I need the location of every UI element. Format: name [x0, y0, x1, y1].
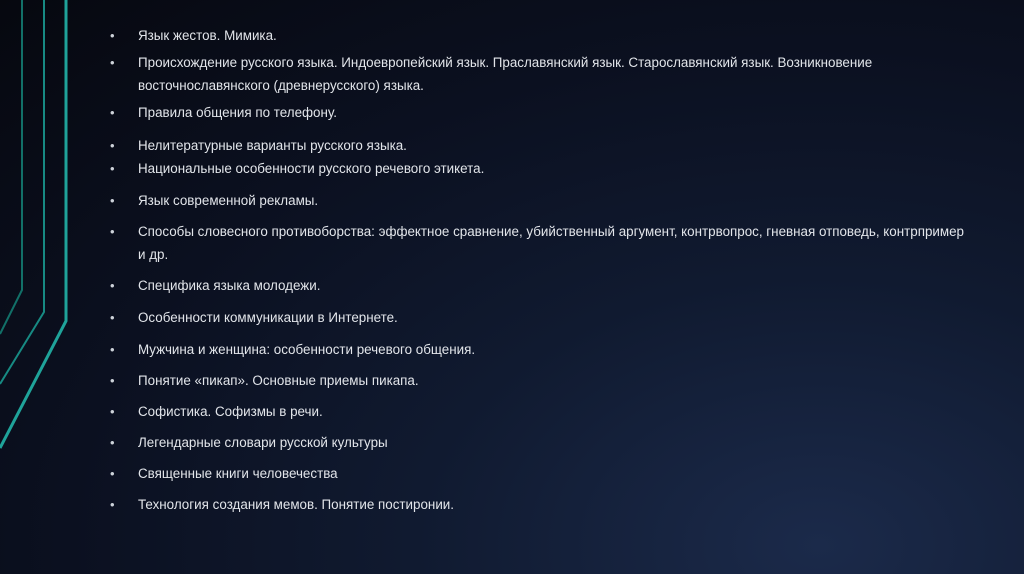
topic-item: [110, 338, 970, 361]
decorative-line-inner: [0, 0, 22, 334]
bullet-icon: •: [110, 55, 115, 70]
bullet-icon: •: [110, 373, 115, 388]
topic-text: Национальные особенности русского речевого этикета.: [138, 161, 485, 176]
topic-list: [110, 24, 970, 516]
bullet-icon: •: [110, 193, 115, 208]
topic-item: [110, 369, 970, 392]
topic-text: Технология создания мемов. Понятие постиронии.: [138, 497, 454, 512]
bullet-icon: •: [110, 310, 115, 325]
bullet-icon: •: [110, 105, 115, 120]
bullet-icon: •: [110, 278, 115, 293]
topic-item: [110, 493, 970, 516]
topic-item: [110, 462, 970, 485]
topic-item: [110, 306, 970, 329]
topic-item: [110, 157, 970, 180]
topic-item: [110, 220, 970, 266]
decorative-lines: [0, 0, 80, 574]
bullet-icon: •: [110, 435, 115, 450]
topic-text: Язык жестов. Мимика.: [138, 28, 277, 43]
topic-item: [110, 274, 970, 297]
topic-item: [110, 400, 970, 423]
topic-item: [110, 101, 970, 124]
topic-text: Мужчина и женщина: особенности речевого общения.: [138, 342, 476, 357]
topic-text: Понятие «пикап». Основные приемы пикапа.: [138, 373, 419, 388]
bullet-icon: •: [110, 224, 115, 239]
bullet-icon: •: [110, 28, 115, 43]
topic-item: [110, 51, 970, 97]
bullet-icon: •: [110, 161, 115, 176]
topic-text: Священные книги человечества: [138, 466, 338, 481]
topic-item: [110, 134, 970, 157]
bullet-icon: •: [110, 497, 115, 512]
topic-text: Способы словесного противоборства: эффектное сравнение, убийственный аргумент, контрвопрос, гневная отповедь, контрпример и др.: [138, 224, 964, 262]
topic-item: [110, 24, 970, 47]
topic-text: Происхождение русского языка. Индоевропейский язык. Праславянский язык. Старославянский язык. Возникновение восточнославянского (древнерусского) языка.: [138, 55, 873, 93]
decorative-line-outer: [0, 0, 66, 448]
bullet-icon: •: [110, 342, 115, 357]
bullet-icon: •: [110, 138, 115, 153]
topic-item: [110, 189, 970, 212]
topic-item: [110, 431, 970, 454]
topic-text: Нелитературные варианты русского языка.: [138, 138, 407, 153]
topic-text: Особенности коммуникации в Интернете.: [138, 310, 398, 325]
topic-text: Правила общения по телефону.: [138, 105, 337, 120]
topic-text: Софистика. Софизмы в речи.: [138, 404, 323, 419]
bullet-icon: •: [110, 466, 115, 481]
topic-text: Легендарные словари русской культуры: [138, 435, 388, 450]
topic-text: Специфика языка молодежи.: [138, 278, 321, 293]
topic-text: Язык современной рекламы.: [138, 193, 319, 208]
bullet-icon: •: [110, 404, 115, 419]
